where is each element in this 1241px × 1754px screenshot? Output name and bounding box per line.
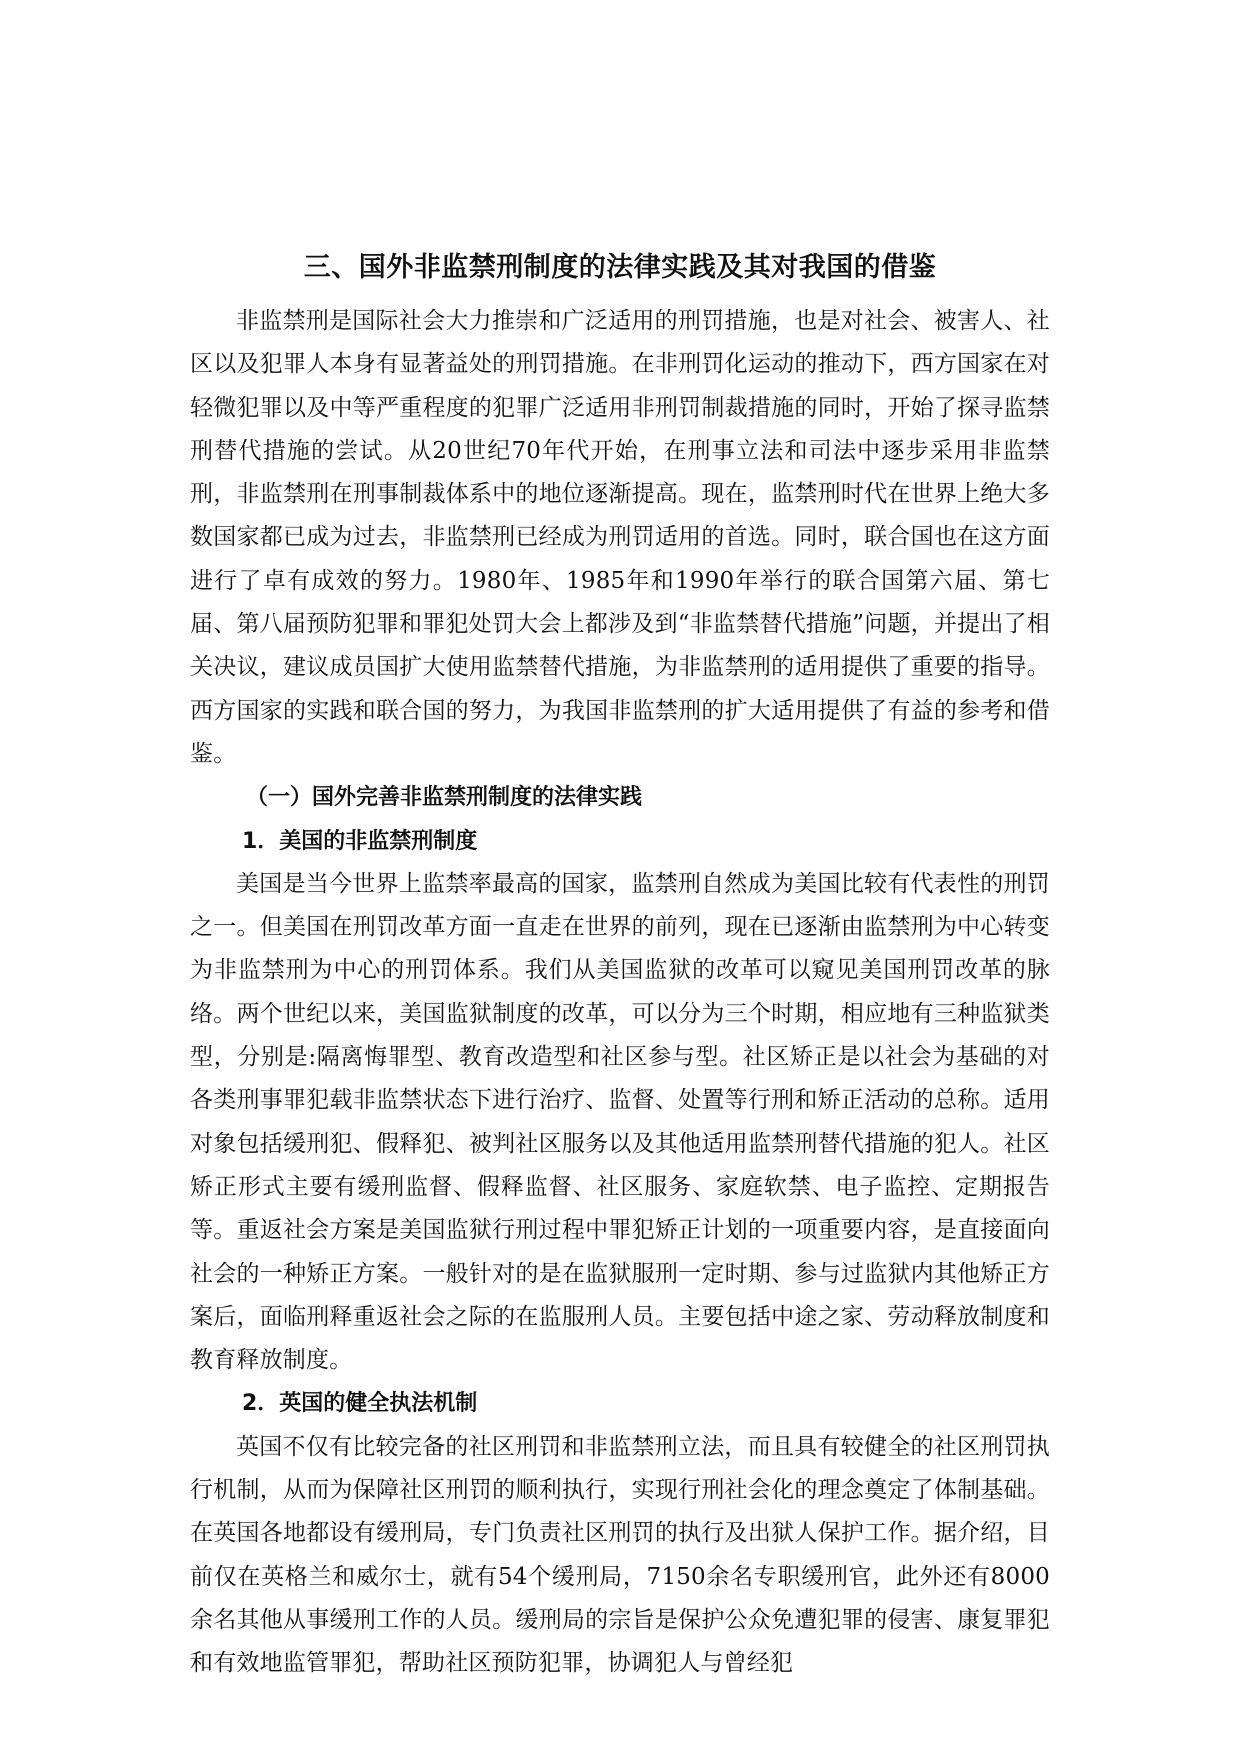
document-body <box>190 242 1050 1686</box>
intro-paragraph: 非监禁刑是国际社会大力推崇和广泛适用的刑罚措施，也是对社会、被害人、社区以及犯罪人本身有显著益处的刑罚措施。在非刑罚化运动的推动下，西方国家在对轻微犯罪以及中等严重程度的犯罪广泛适用非刑罚制裁措施的同时，开始了探寻监禁刑替代措施的尝试。从20世纪70年代开始，在刑事立法和司法中逐步采用非监禁刑，非监禁刑在刑事制裁体系中的地位逐渐提高。现在，监禁刑时代在世界上绝大多数国家都已成为过去，非监禁刑已经成为刑罚适用的首选。同时，联合国也在这方面进行了卓有成效的努力。1980年、1985年和1990年举行的联合国第六届、第七届、第八届预防犯罪和罪犯处罚大会上都涉及到“非监禁替代措施”问题，并提出了相关决议，建议成员国扩大使用监禁替代措施，为非监禁刑的适用提供了重要的指导。西方国家的实践和联合国的努力，为我国非监禁刑的扩大适用提供了有益的参考和借鉴。 <box>190 308 1050 767</box>
subsection-heading: （一）国外完善非监禁刑制度的法律实践 <box>246 785 643 811</box>
uk-paragraph: 英国不仅有比较完备的社区刑罚和非监禁刑立法，而且具有较健全的社区刑罚执行机制，从而为保障社区刑罚的顺利执行，实现行刑社会化的理念奠定了体制基础。在英国各地都设有缓刑局，专门负责社区刑罚的执行及出狱人保护工作。据介绍，目前仅在英格兰和威尔士，就有54个缓刑局，7150余名专职缓刑官，此外还有8000余名其他从事缓刑工作的人员。缓刑局的宗旨是保护公众免遭犯罪的侵害、康复罪犯和有效地监管罪犯，帮助社区预防犯罪，协调犯人与曾经犯 <box>190 1433 1050 1677</box>
uk-heading: 2．英国的健全执法机制 <box>242 1391 478 1417</box>
usa-paragraph: 美国是当今世界上监禁率最高的国家，监禁刑自然成为美国比较有代表性的刑罚之一。但美国在刑罚改革方面一直走在世界的前列，现在已逐渐由监禁刑为中心转变为非监禁刑为中心的刑罚体系。我们从美国监狱的改革可以窥见美国刑罚改革的脉络。两个世纪以来，美国监狱制度的改革，可以分为三个时期，相应地有三种监狱类型，分别是:隔离悔罪型、教育改造型和社区参与型。社区矫正是以社会为基础的对各类刑事罪犯载非监禁状态下进行治疗、监督、处置等行刑和矫正活动的总称。适用对象包括缓刑犯、假释犯、被判社区服务以及其他适用监禁刑替代措施的犯人。社区矫正形式主要有缓刑监督、假释监督、社区服务、家庭软禁、电子监控、定期报告等。重返社会方案是美国监狱行刑过程中罪犯矫正计划的一项重要内容，是直接面向社会的一种矫正方案。一般针对的是在监狱服刑一定时期、参与过监狱内其他矫正方案后，面临刑释重返社会之际的在监服刑人员。主要包括中途之家、劳动释放制度和教育释放制度。 <box>190 870 1050 1374</box>
section-title: 三、国外非监禁刑制度的法律实践及其对我国的借鉴 <box>303 252 937 283</box>
usa-heading: 1．美国的非监禁刑制度 <box>242 828 478 854</box>
